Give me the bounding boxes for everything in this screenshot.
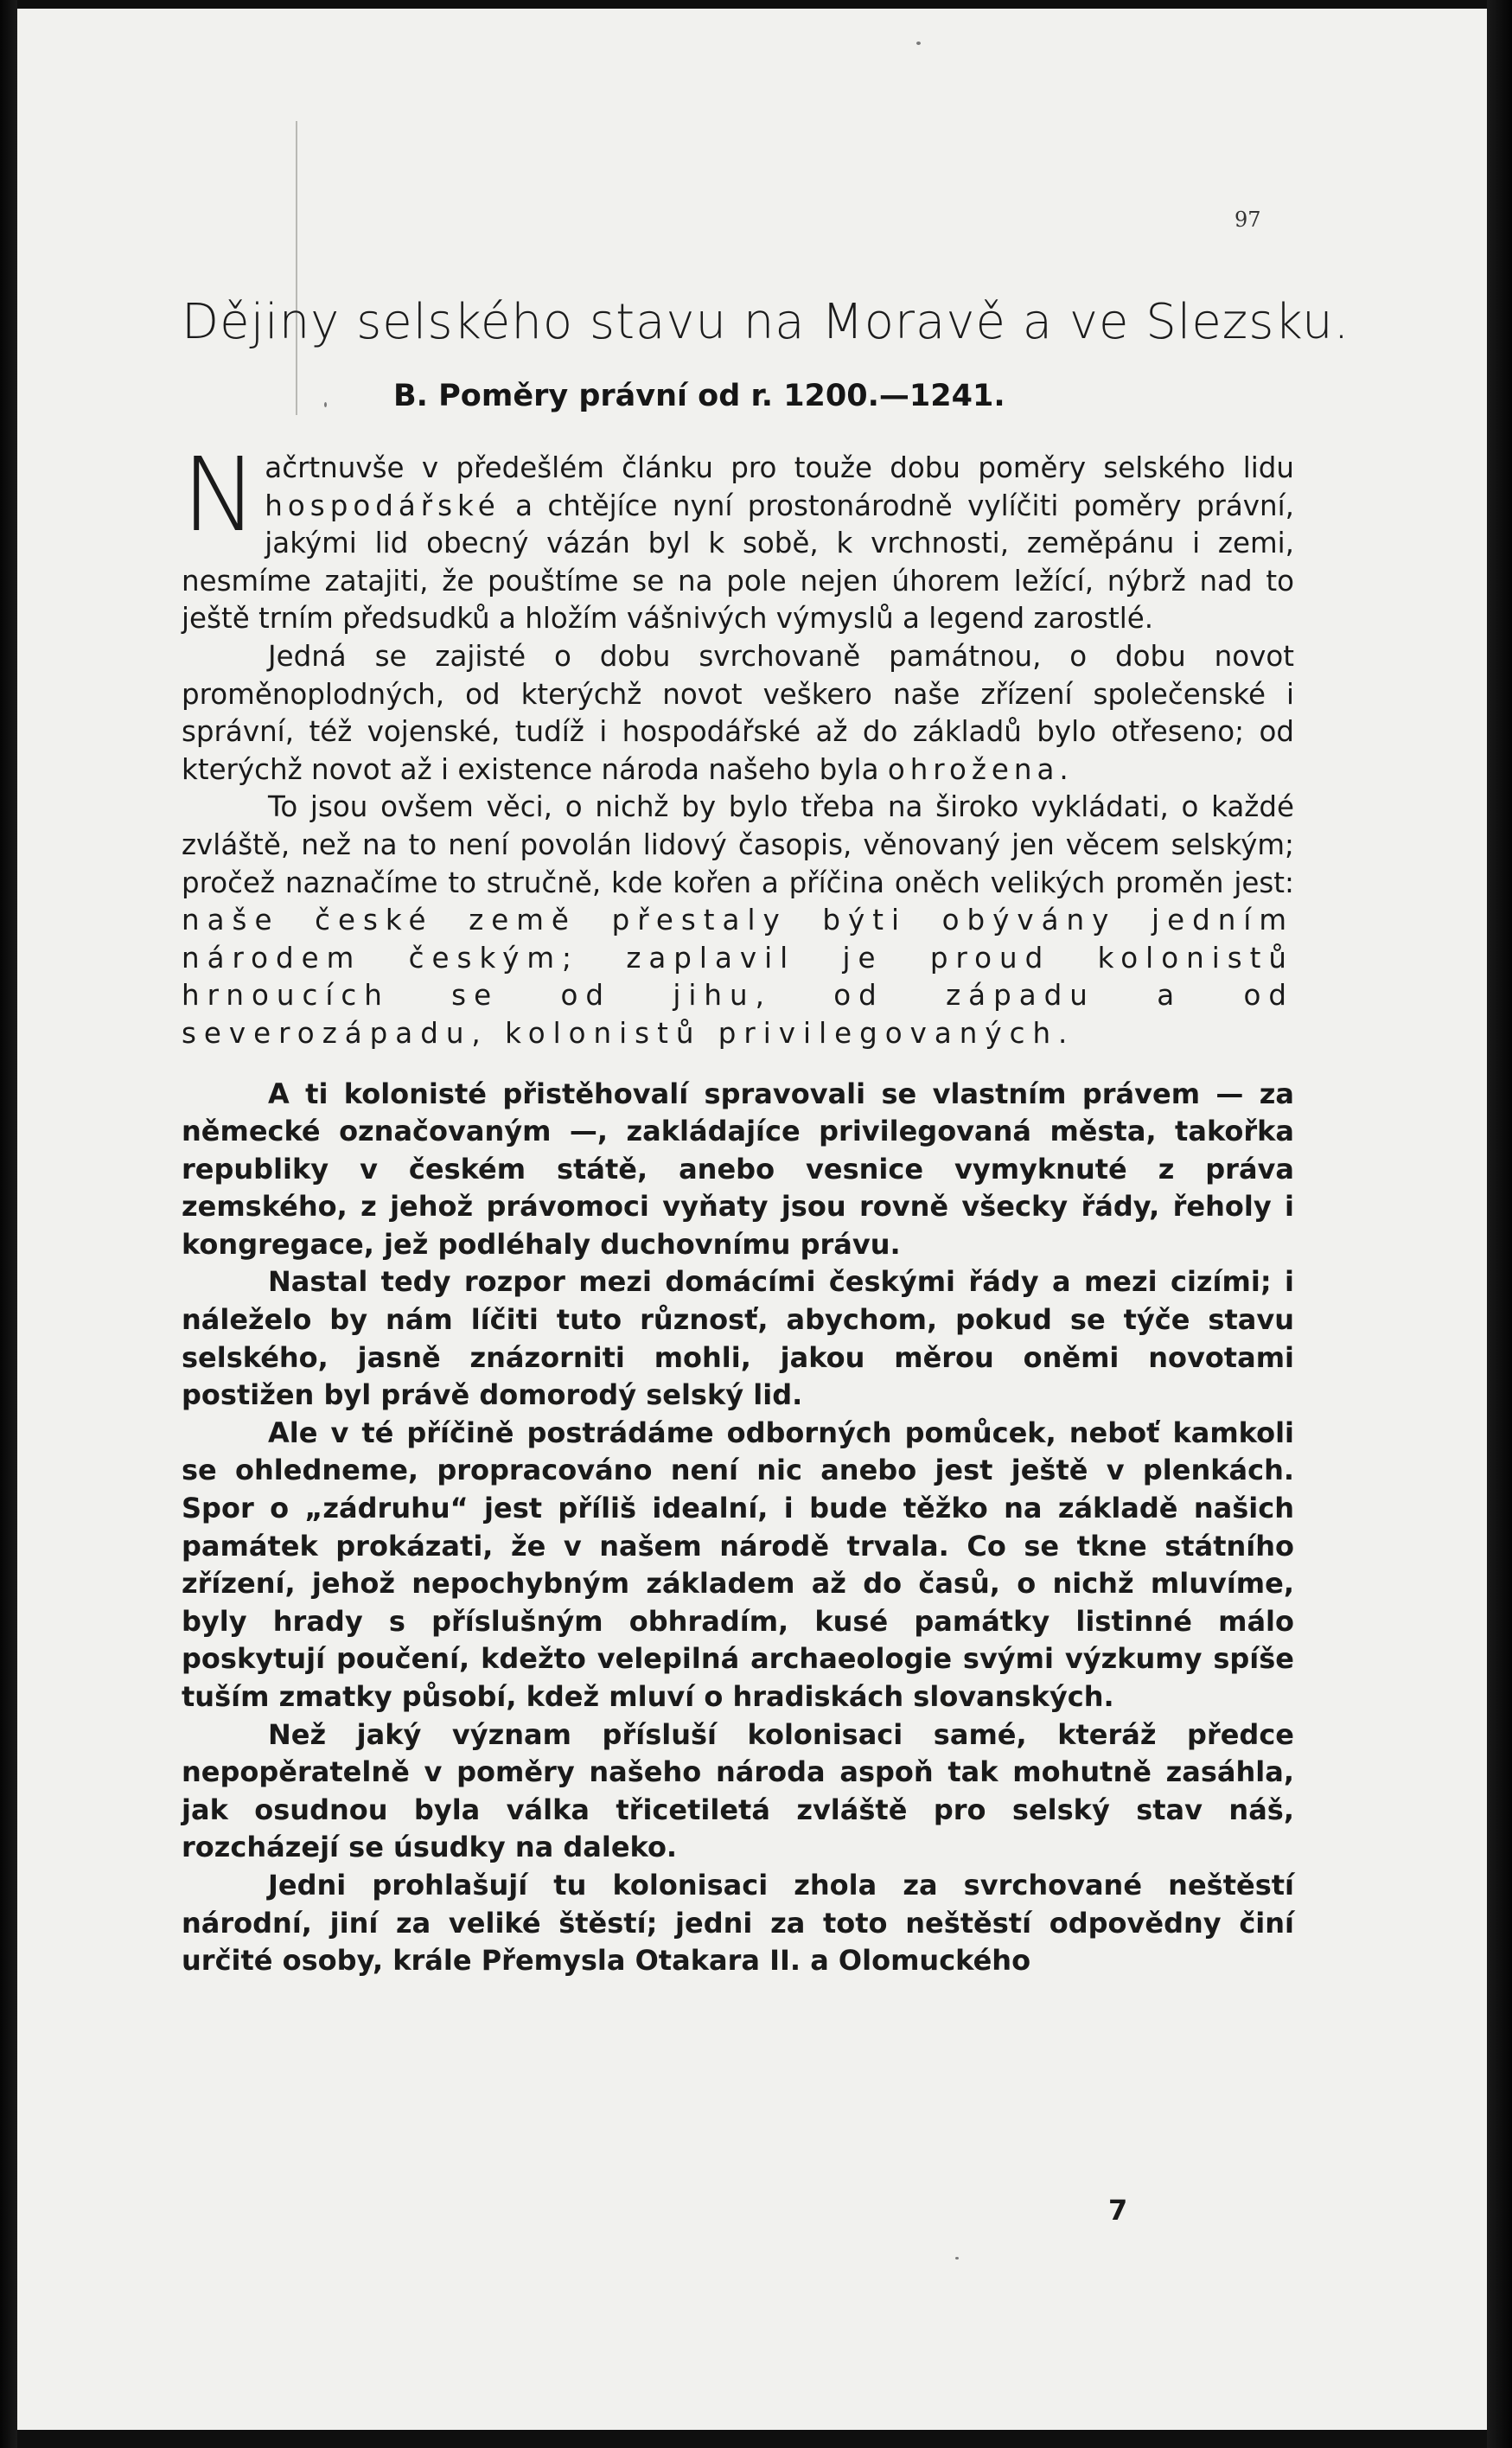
paragraph-8: Jedni prohlašují tu kolonisaci zhola za svrchované neštěstí národní, jiní za veliké štěstí; jedni za toto neštěstí odpovědny činí určité osoby, krále Přemysla Otakara II. a Olomuckého xyxy=(182,1868,1294,1978)
paragraph-2-text: Jedná se zajisté o dobu svrchovaně památnou, o dobu novot proměnoplodných, od kterýchž novot veškero naše zřízení společenské i správní, též vojenské, tudíž i hospodářské až do základů bylo otřeseno; od kterýchž novot až i existence národa našeho byla xyxy=(182,639,1294,786)
dust-speck xyxy=(955,2257,959,2259)
signature-mark: 7 xyxy=(1108,2194,1128,2227)
paragraph-1-text-end: a chtějíce nyní prostonárodně vylíčiti poměry právní, jakými lid obecný vázán byl k sobě, k vrchnosti, zeměpánu i zemi, nesmíme zatajiti, že pouštíme se na pole nejen úhorem ležící, nýbrž nad to ještě trním předsudků a hložím vášnivých výmyslů a legend zarostlé. xyxy=(182,489,1294,636)
paragraph-7: Než jaký význam přísluší kolonisaci samé, kteráž předce nepopěratelně v poměry našeho národa aspoň tak mohutně zasáhla, jak osudnou byla válka třicetiletá zvláště pro selský stav náš, rozcházejí se úsudky na daleko. xyxy=(182,1717,1294,1864)
drop-cap: N xyxy=(182,435,258,554)
paragraph-6: Ale v té příčině postrádáme odborných pomůcek, neboť kamkoli se ohledneme, propracováno není nic anebo jest ještě v plenkách. Spor o „zádruhu“ jest příliš idealní, i bude těžko na základě našich památek prokázati, že v našem národě trvala. Co se tkne státního zřízení, jehož nepochybným základem až do časů, o nichž mluvíme, byly hrady s příslušným obhradím, kusé památky listinné málo poskytují poučení, kdežto velepilná archaeologie svými výzkumy spíše tuším zmatky působí, kdež mluví o hradiskách slovanských. xyxy=(182,1416,1294,1713)
paragraph-3-emphasis: naše české země přestaly býti obývány jedním národem českým; zaplavil je proud kolonistů hrnoucích se od jihu, od západu a od severozápadu, kolonistů privilegovaných. xyxy=(182,904,1294,1050)
paragraph-2 xyxy=(182,638,1294,789)
dust-speck xyxy=(324,402,327,407)
article-body xyxy=(182,435,1294,1980)
paragraph-1 xyxy=(182,435,1294,638)
page-number: 97 xyxy=(1234,208,1261,232)
paragraph-3 xyxy=(182,789,1294,1052)
paragraph-1-emphasis: hospodářské xyxy=(265,489,501,522)
paragraph-5: Nastal tedy rozpor mezi domácími českými řády a mezi cizími; i náleželo by nám líčiti tuto různosť, abychom, pokud se týče stavu selského, jasně znázorniti mohli, jakou měrou oněmi novotami postižen byl právě domorodý selský lid. xyxy=(182,1265,1294,1412)
paragraph-4: A ti kolonisté přistěhovalí spravovali se vlastním právem — za německé označovaným —, zakládajíce privilegovaná města, takořka republiky v českém státě, anebo vesnice vymyknuté z práva zemského, z jehož právomoci vyňaty jsou rovně všecky řády, řeholy i kongregace, jež podléhaly duchovnímu právu. xyxy=(182,1077,1294,1261)
paragraph-3-text: To jsou ovšem věci, o nichž by bylo třeba na široko vykládati, o každé zvláště, než na to není povolán lidový časopis, věnovaný jen věcem selským; pročež naznačíme to stručně, kde kořen a příčina oněch velikých proměn jest: xyxy=(182,790,1294,899)
dust-speck xyxy=(916,42,921,45)
article-subtitle: B. Poměry právní od r. 1200.—1241. xyxy=(393,379,1005,413)
paragraph-2-text-end: . xyxy=(1059,752,1069,786)
scan-left-edge xyxy=(0,0,17,2448)
paragraph-1-text: ačrtnuvše v předešlém článku pro touže dobu poměry selského lidu xyxy=(265,451,1294,484)
article-title: Dějiny selského stavu na Moravě a ve Slezsku. xyxy=(182,294,1350,350)
scan-right-edge xyxy=(1487,0,1512,2448)
paragraph-2-emphasis: ohrožena xyxy=(887,752,1060,786)
fold-line xyxy=(296,121,297,415)
